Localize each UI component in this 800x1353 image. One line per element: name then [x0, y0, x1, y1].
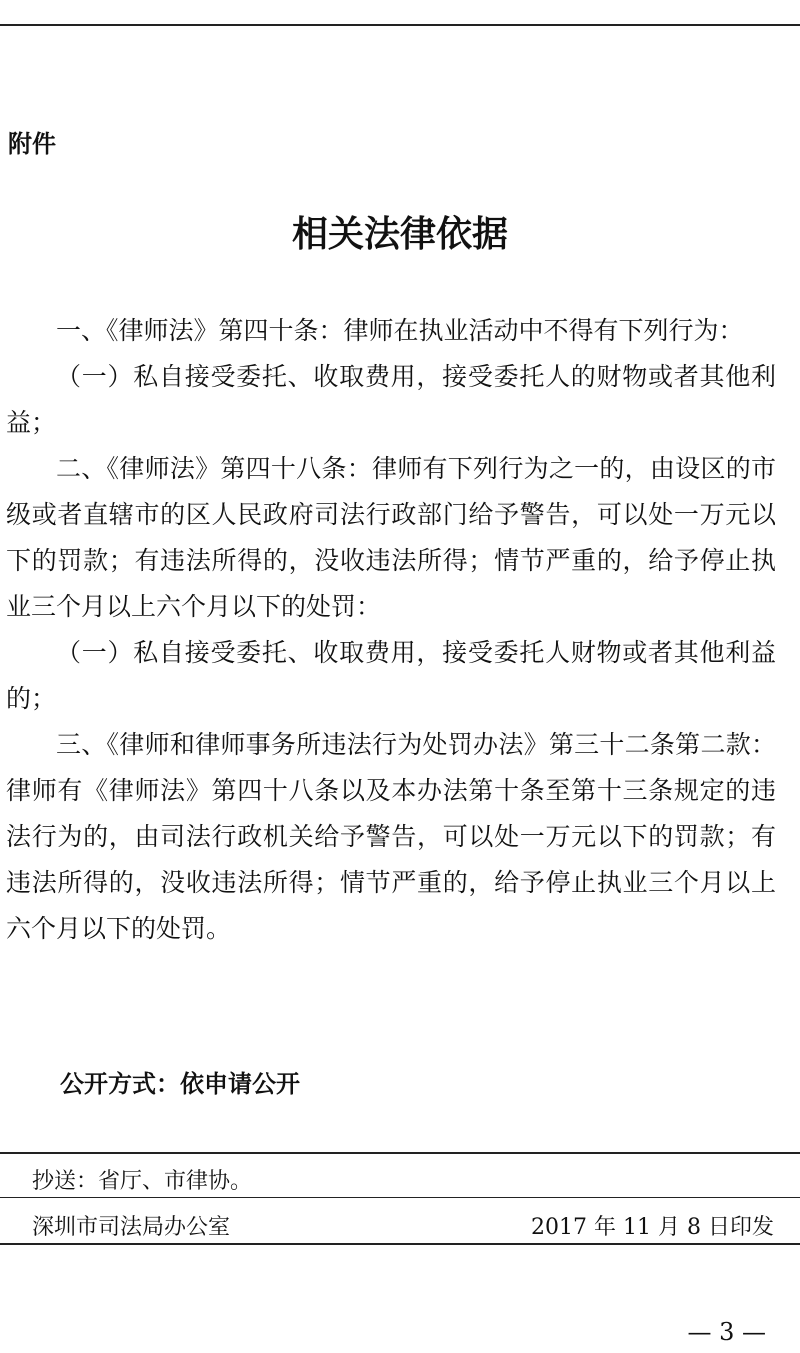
- paragraph: 二、《律师法》第四十八条：律师有下列行为之一的，由设区的市级或者直辖市的区人民政府司法行政部门给予警告，可以处一万元以下的罚款；有违法所得的，没收违法所得；情节严重的，给予停止执业三个月以上六个月以下的处罚：: [6, 454, 776, 621]
- legal-basis-body: [6, 308, 776, 952]
- footer-rule-top: [0, 1152, 800, 1154]
- disclosure-value: 依申请公开: [180, 1070, 300, 1098]
- disclosure-label: 公开方式：: [60, 1070, 180, 1098]
- footer-rule-bottom: [0, 1243, 800, 1245]
- issuing-office: 深圳市司法局办公室: [32, 1215, 231, 1240]
- document-title: 相关法律依据: [291, 214, 508, 255]
- paragraph: （一）私自接受委托、收取费用，接受委托人财物或者其他利益的；: [6, 638, 776, 713]
- paragraph: 一、《律师法》第四十条：律师在执业活动中不得有下列行为：: [56, 316, 744, 345]
- paragraph: （一）私自接受委托、收取费用，接受委托人的财物或者其他利益；: [6, 362, 776, 437]
- paragraph: 三、《律师和律师事务所违法行为处罚办法》第三十二条第二款：律师有《律师法》第四十八条以及本办法第十条至第十三条规定的违法行为的，由司法行政机关给予警告，可以处一万元以下的罚款；有违法所得的，没收违法所得；情节严重的，给予停止执业三个月以上六个月以下的处罚。: [6, 730, 776, 943]
- top-rule: [0, 24, 800, 26]
- cc-line: 抄送：省厅、市律协。: [32, 1169, 253, 1194]
- footer-rule-middle: [0, 1197, 800, 1198]
- disclosure-method: [60, 1064, 300, 1099]
- issue-date: 2017 年 11 月 8 日印发: [531, 1215, 774, 1240]
- attachment-label: 附件: [8, 130, 56, 158]
- page-number: — 3 —: [687, 1318, 766, 1346]
